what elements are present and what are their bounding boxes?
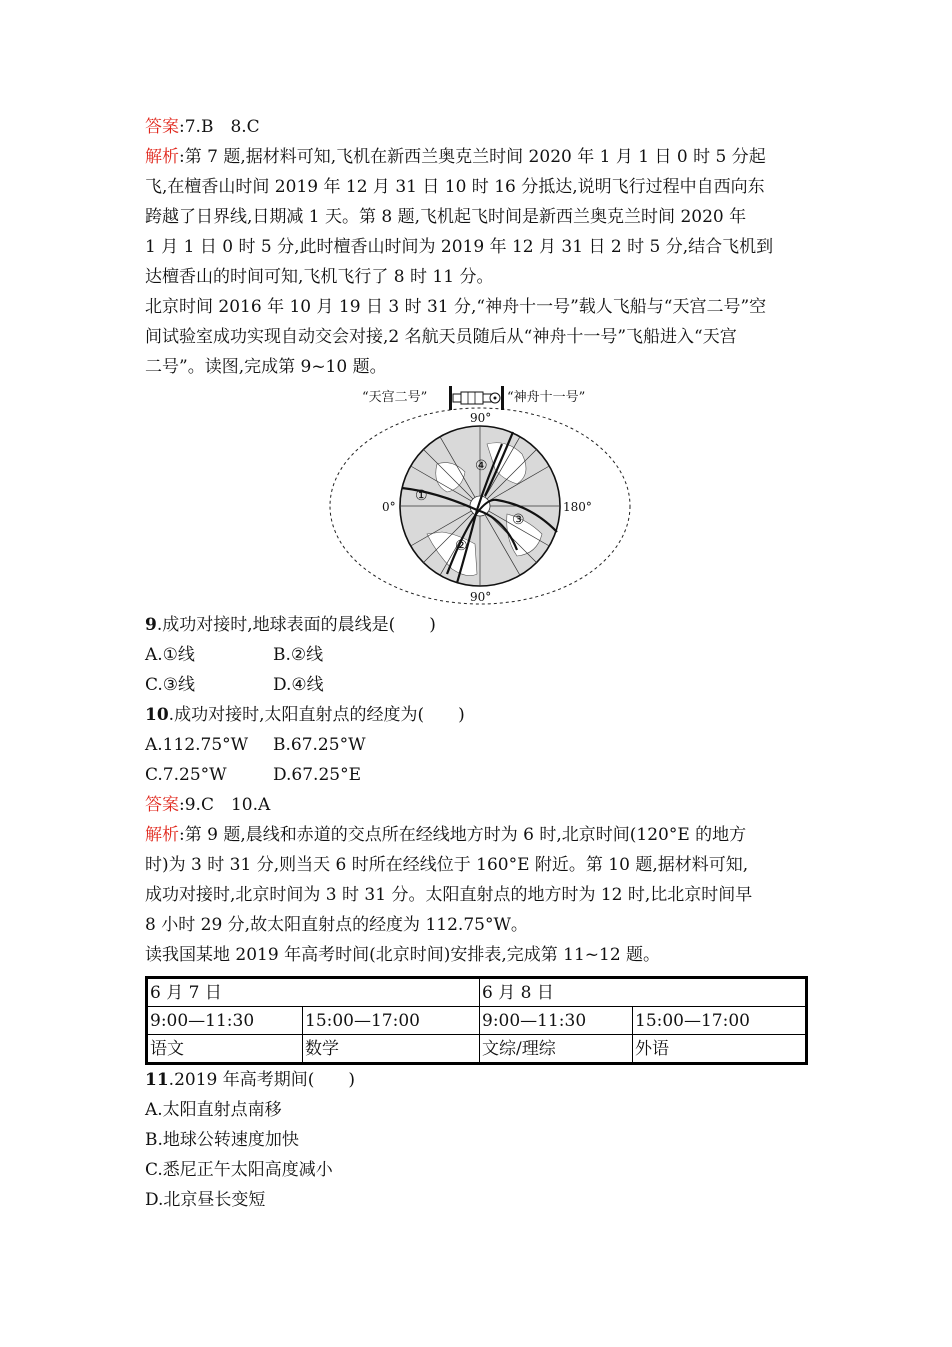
option-c[interactable]: C.悉尼正午太阳高度减小 [145,1160,333,1180]
longitude-top: 90° [470,411,492,425]
label-shenzhou: “神舟十一号” [507,390,586,405]
analysis-line: 成功对接时,北京时间为 3 时 31 分。太阳直射点的地方时为 12 时,比北京时间早 [145,885,753,905]
question-stem: .成功对接时,太阳直射点的经度为( ) [168,705,465,725]
intro-11-12: 读我国某地 2019 年高考时间(北京时间)安排表,完成第 11~12 题。 [145,945,661,965]
mark-3: ③ [512,512,525,528]
answer-9-10 [145,790,810,820]
document-page [145,112,810,1215]
intro-line: 北京时间 2016 年 10 月 19 日 3 时 31 分,“神舟十一号”载人飞船与“天宫二号”空 [145,297,767,317]
option-d[interactable]: D.④线 [273,675,324,695]
mark-4: ④ [475,458,488,474]
option-d[interactable]: D.67.25°E [273,765,362,785]
table-cell-time: 15:00—17:00 [303,1007,480,1035]
question-stem: .成功对接时,地球表面的晨线是( ) [156,615,436,635]
option-d[interactable]: D.北京昼长变短 [145,1190,266,1210]
question-number: 11 [145,1070,169,1090]
question-number: 10 [145,705,169,725]
table-cell-time: 9:00—11:30 [480,1007,633,1035]
option-a[interactable]: A.112.75°W [145,735,249,755]
option-b[interactable]: B.地球公转速度加快 [145,1130,299,1150]
table-row [147,978,807,1007]
options-row [145,640,810,670]
polar-view-figure [145,384,810,610]
polar-view-diagram [327,384,637,610]
analysis-line: 1 月 1 日 0 时 5 分,此时檀香山时间为 2019 年 12 月 31 日 2 时 5 分,结合飞机到 [145,237,774,257]
question-11 [145,1065,810,1215]
table-cell-subject: 数学 [303,1035,480,1064]
option-a[interactable]: A.太阳直射点南移 [145,1100,282,1120]
spacecraft-shenzhou-icon [483,386,504,410]
option-c[interactable]: C.7.25°W [145,765,227,785]
analysis-label: 解析 [145,825,179,845]
table-cell-subject: 外语 [633,1035,807,1064]
table-cell-subject: 语文 [147,1035,303,1064]
question-9 [145,610,810,700]
table-row [147,1035,807,1064]
question-10 [145,700,810,790]
table-cell-time: 15:00—17:00 [633,1007,807,1035]
analysis-line: :第 9 题,晨线和赤道的交点所在经线地方时为 6 时,北京时间(120°E 的地方 [179,825,747,845]
intro-9-10 [145,292,810,382]
spacecraft-tiangong-icon [449,386,483,410]
options-row [145,730,810,760]
table-cell-subject: 文综/理综 [480,1035,633,1064]
option-b[interactable]: B.②线 [273,645,324,665]
longitude-right: 180° [563,500,592,514]
mark-2: ② [455,538,468,554]
analysis-line: 飞,在檀香山时间 2019 年 12 月 31 日 10 时 16 分抵达,说明飞行过程中自西向东 [145,177,765,197]
analysis-line: 8 小时 29 分,故太阳直射点的经度为 112.75°W。 [145,915,528,935]
options-row [145,670,810,700]
answer-7-8 [145,112,810,142]
mark-1: ① [415,488,428,504]
table-cell-day1: 6 月 7 日 [147,978,480,1007]
analysis-line: 时)为 3 时 31 分,则当天 6 时所在经线位于 160°E 附近。第 10 题,据材料可知, [145,855,749,875]
longitude-left: 0° [382,500,396,514]
intro-line: 二号”。读图,完成第 9~10 题。 [145,357,387,377]
analysis-line: :第 7 题,据材料可知,飞机在新西兰奥克兰时间 2020 年 1 月 1 日 0 时 5 分起 [179,147,766,167]
answer-text: :9.C 10.A [179,795,271,815]
intro-line: 间试验室成功实现自动交会对接,2 名航天员随后从“神舟十一号”飞船进入“天宫 [145,327,737,347]
analysis-7-8 [145,142,810,292]
option-c[interactable]: C.③线 [145,675,196,695]
analysis-9-10 [145,820,810,940]
longitude-bottom: 90° [470,590,492,604]
answer-text: :7.B 8.C [179,117,260,137]
answer-label: 答案 [145,795,179,815]
table-cell-day2: 6 月 8 日 [480,978,807,1007]
exam-schedule-table [145,976,808,1065]
options-row [145,760,810,790]
analysis-label: 解析 [145,147,179,167]
answer-label: 答案 [145,117,179,137]
table-cell-time: 9:00—11:30 [147,1007,303,1035]
label-tiangong: “天宫二号” [362,390,428,405]
question-stem: .2019 年高考期间( ) [168,1070,356,1090]
option-a[interactable]: A.①线 [145,645,195,665]
analysis-line: 达檀香山的时间可知,飞机飞行了 8 时 11 分。 [145,267,494,287]
analysis-line: 跨越了日界线,日期减 1 天。第 8 题,飞机起飞时间是新西兰奥克兰时间 2020 年 [145,207,747,227]
table-row [147,1007,807,1035]
option-b[interactable]: B.67.25°W [273,735,366,755]
question-number: 9 [145,615,157,635]
